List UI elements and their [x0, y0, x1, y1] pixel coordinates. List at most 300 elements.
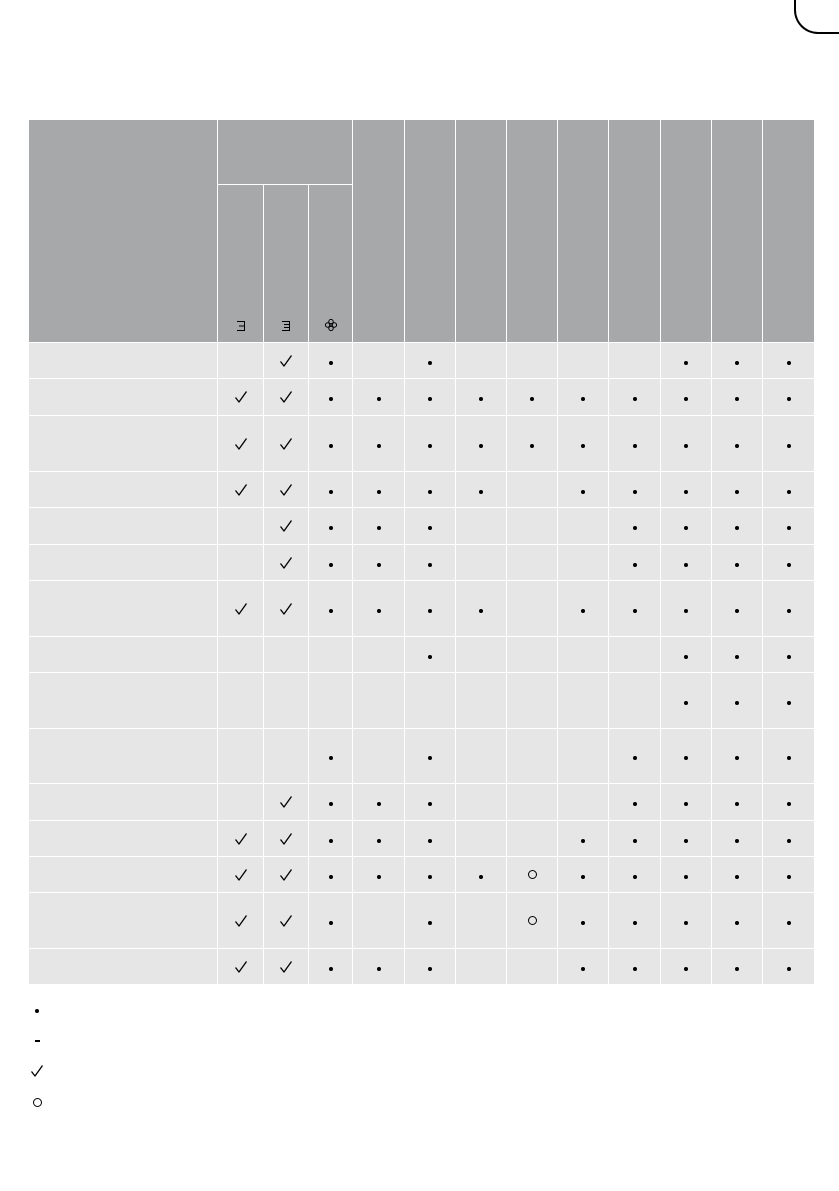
row-label-cell — [29, 729, 218, 784]
dot-mark — [329, 361, 333, 365]
list-mark-icon — [218, 317, 263, 336]
table-cell — [218, 343, 264, 379]
check-icon — [218, 483, 263, 497]
dot-mark — [684, 701, 688, 705]
table-cell — [661, 472, 712, 508]
dash-mark — [35, 1040, 40, 1042]
dot-mark — [530, 397, 534, 401]
table-cell — [661, 893, 712, 949]
dot-mark — [633, 563, 637, 567]
dot-mark — [684, 361, 688, 365]
dot-mark — [428, 839, 432, 843]
table-cell — [661, 729, 712, 784]
dot-mark — [787, 967, 791, 971]
dot-mark — [735, 802, 739, 806]
dot-mark — [633, 839, 637, 843]
check-icon — [218, 960, 263, 974]
table-cell — [309, 416, 353, 472]
table-cell — [456, 472, 507, 508]
dot-mark — [35, 1009, 39, 1013]
table-cell — [405, 472, 456, 508]
table-cell — [507, 673, 558, 729]
table-cell — [763, 729, 815, 784]
table-cell — [507, 416, 558, 472]
dot-mark — [479, 444, 483, 448]
table-cell — [763, 821, 815, 857]
dot-mark — [735, 563, 739, 567]
dot-mark — [581, 967, 585, 971]
dot-mark — [787, 921, 791, 925]
table-row — [29, 784, 815, 821]
dot-mark — [329, 490, 333, 494]
dot-mark — [633, 756, 637, 760]
row-label-cell — [29, 857, 218, 893]
check-icon — [264, 602, 308, 616]
dot-mark — [329, 967, 333, 971]
table-cell — [661, 343, 712, 379]
row-label-cell — [29, 343, 218, 379]
dot-mark — [377, 444, 381, 448]
table-cell — [456, 379, 507, 416]
dot-mark — [633, 802, 637, 806]
circle-mark — [33, 1098, 42, 1107]
dot-mark — [329, 563, 333, 567]
dot-mark — [329, 875, 333, 879]
table-cell — [264, 893, 309, 949]
table-cell — [353, 472, 405, 508]
check-icon — [264, 556, 308, 570]
table-cell — [405, 729, 456, 784]
dot-mark — [787, 609, 791, 613]
dot-mark — [735, 921, 739, 925]
dot-mark — [428, 563, 432, 567]
table-cell — [507, 637, 558, 673]
dot-mark — [377, 839, 381, 843]
table-cell — [507, 949, 558, 985]
dot-mark — [735, 361, 739, 365]
table-cell — [405, 343, 456, 379]
dot-mark — [479, 397, 483, 401]
table-cell — [218, 472, 264, 508]
header-label-column — [29, 120, 218, 343]
dot-mark — [633, 875, 637, 879]
legend-item — [30, 1004, 52, 1018]
table-cell — [218, 673, 264, 729]
dot-mark — [684, 967, 688, 971]
table-cell — [353, 581, 405, 637]
row-label-cell — [29, 949, 218, 985]
dot-mark — [684, 756, 688, 760]
table-cell — [264, 949, 309, 985]
table-cell — [507, 581, 558, 637]
dot-mark — [428, 802, 432, 806]
table-cell — [353, 949, 405, 985]
table-cell — [218, 857, 264, 893]
table-cell — [558, 343, 609, 379]
dot-mark — [329, 609, 333, 613]
table-cell — [456, 545, 507, 581]
check-icon — [264, 832, 308, 846]
dot-mark — [787, 875, 791, 879]
table-cell — [264, 545, 309, 581]
table-cell — [507, 508, 558, 545]
table-cell — [218, 416, 264, 472]
table-cell — [309, 637, 353, 673]
table-cell — [405, 673, 456, 729]
table-cell — [456, 893, 507, 949]
table-cell — [456, 857, 507, 893]
dot-mark — [479, 609, 483, 613]
dot-mark — [428, 967, 432, 971]
table-cell — [558, 472, 609, 508]
dot-mark — [633, 526, 637, 530]
check-icon — [264, 354, 308, 368]
list-mark-icon — [264, 317, 308, 336]
table-cell — [661, 379, 712, 416]
table-cell — [218, 821, 264, 857]
table-cell — [264, 472, 309, 508]
table-cell — [456, 416, 507, 472]
table-row — [29, 893, 815, 949]
header-column-cell — [405, 120, 456, 343]
table-cell — [712, 343, 763, 379]
table-cell — [609, 673, 661, 729]
table-cell — [456, 949, 507, 985]
row-label-cell — [29, 379, 218, 416]
table-cell — [456, 673, 507, 729]
table-cell — [712, 581, 763, 637]
dot-mark — [377, 967, 381, 971]
dot-mark — [684, 875, 688, 879]
table-row — [29, 416, 815, 472]
dot-mark — [787, 490, 791, 494]
table-row — [29, 508, 815, 545]
table-cell — [609, 581, 661, 637]
dot-mark — [329, 756, 333, 760]
table-cell — [353, 784, 405, 821]
table-cell — [405, 416, 456, 472]
table-row — [29, 472, 815, 508]
check-icon — [30, 1064, 44, 1078]
table-cell — [507, 821, 558, 857]
table-cell — [218, 508, 264, 545]
table-cell — [558, 416, 609, 472]
table-cell — [661, 857, 712, 893]
header-column-cell — [558, 120, 609, 343]
table-cell — [661, 821, 712, 857]
table-cell — [507, 472, 558, 508]
table-cell — [763, 857, 815, 893]
table-cell — [218, 379, 264, 416]
dot-mark — [684, 655, 688, 659]
table-cell — [264, 821, 309, 857]
table-cell — [309, 821, 353, 857]
circle-mark — [528, 870, 537, 879]
dot-mark — [787, 444, 791, 448]
table-cell — [456, 821, 507, 857]
dot-mark — [735, 609, 739, 613]
table-cell — [264, 379, 309, 416]
dot-mark — [633, 444, 637, 448]
dot-mark — [633, 397, 637, 401]
table-cell — [763, 949, 815, 985]
table-cell — [353, 821, 405, 857]
header-column-cell — [456, 120, 507, 343]
function-matrix-table — [28, 119, 815, 985]
dot-mark — [684, 444, 688, 448]
table-cell — [763, 508, 815, 545]
table-cell — [353, 343, 405, 379]
table-cell — [353, 893, 405, 949]
legend-item — [30, 1095, 52, 1109]
table-cell — [661, 673, 712, 729]
table-row — [29, 729, 815, 784]
table-cell — [405, 545, 456, 581]
dot-mark — [428, 361, 432, 365]
dot-mark — [428, 609, 432, 613]
table-cell — [609, 637, 661, 673]
dot-mark — [787, 526, 791, 530]
check-icon — [264, 960, 308, 974]
table-cell — [609, 729, 661, 784]
table-cell — [558, 379, 609, 416]
table-cell — [405, 637, 456, 673]
dot-mark — [428, 921, 432, 925]
dot-mark — [735, 444, 739, 448]
legend-item — [30, 1034, 52, 1048]
header-column-cell — [353, 120, 405, 343]
table-cell — [712, 784, 763, 821]
legend-symbol — [30, 1009, 44, 1013]
table-row — [29, 343, 815, 379]
table-cell — [405, 581, 456, 637]
table-cell — [405, 821, 456, 857]
table-cell — [507, 545, 558, 581]
table-cell — [763, 637, 815, 673]
dot-mark — [684, 490, 688, 494]
header-subcell — [264, 185, 309, 343]
check-icon — [218, 602, 263, 616]
dot-mark — [377, 397, 381, 401]
table-cell — [763, 673, 815, 729]
header-subcell — [218, 185, 264, 343]
header-column-cell — [661, 120, 712, 343]
table-cell — [558, 508, 609, 545]
table-cell — [558, 893, 609, 949]
table-cell — [456, 637, 507, 673]
dot-mark — [329, 526, 333, 530]
check-icon — [264, 914, 308, 928]
table-row — [29, 673, 815, 729]
dot-mark — [329, 444, 333, 448]
dot-mark — [428, 526, 432, 530]
table-cell — [218, 893, 264, 949]
table-cell — [353, 673, 405, 729]
table-cell — [507, 379, 558, 416]
table-cell — [309, 581, 353, 637]
table-cell — [456, 784, 507, 821]
dot-mark — [329, 921, 333, 925]
table-cell — [609, 857, 661, 893]
dot-mark — [633, 609, 637, 613]
table-cell — [609, 379, 661, 416]
row-label-cell — [29, 581, 218, 637]
table-cell — [353, 508, 405, 545]
table-cell — [309, 729, 353, 784]
table-cell — [712, 857, 763, 893]
table-cell — [712, 949, 763, 985]
table-cell — [558, 821, 609, 857]
dot-mark — [581, 609, 585, 613]
dot-mark — [787, 397, 791, 401]
table-row — [29, 379, 815, 416]
dot-mark — [479, 875, 483, 879]
table-cell — [712, 545, 763, 581]
table-cell — [661, 508, 712, 545]
table-cell — [712, 472, 763, 508]
table-cell — [309, 949, 353, 985]
table-row — [29, 637, 815, 673]
dot-mark — [735, 967, 739, 971]
table-cell — [609, 784, 661, 821]
legend-symbol — [30, 1040, 44, 1042]
table-cell — [558, 949, 609, 985]
dot-mark — [684, 839, 688, 843]
row-label-cell — [29, 508, 218, 545]
row-label-cell — [29, 416, 218, 472]
table-cell — [558, 545, 609, 581]
table-cell — [712, 508, 763, 545]
table-cell — [661, 416, 712, 472]
row-label-cell — [29, 673, 218, 729]
row-label-cell — [29, 784, 218, 821]
row-label-cell — [29, 472, 218, 508]
header-column-cell — [763, 120, 815, 343]
row-label-cell — [29, 637, 218, 673]
table-cell — [264, 637, 309, 673]
table-cell — [712, 821, 763, 857]
table-cell — [712, 673, 763, 729]
table-cell — [763, 893, 815, 949]
table-row — [29, 581, 815, 637]
dot-mark — [633, 490, 637, 494]
header-column-cell — [712, 120, 763, 343]
table-cell — [264, 857, 309, 893]
check-icon — [264, 390, 308, 404]
dot-mark — [329, 397, 333, 401]
table-cell — [218, 581, 264, 637]
table-cell — [353, 416, 405, 472]
dot-mark — [377, 875, 381, 879]
table-row — [29, 857, 815, 893]
check-icon — [218, 914, 263, 928]
table-cell — [661, 784, 712, 821]
dot-mark — [684, 802, 688, 806]
check-icon — [218, 390, 263, 404]
dot-mark — [428, 397, 432, 401]
table-cell — [264, 508, 309, 545]
legend-item — [30, 1064, 52, 1078]
table-cell — [712, 729, 763, 784]
table-cell — [264, 416, 309, 472]
row-label-cell — [29, 893, 218, 949]
table-cell — [507, 729, 558, 784]
header-column-cell — [609, 120, 661, 343]
header-column-cell — [507, 120, 558, 343]
table-cell — [264, 343, 309, 379]
table-cell — [712, 416, 763, 472]
table-cell — [264, 784, 309, 821]
dot-mark — [735, 701, 739, 705]
table-cell — [264, 673, 309, 729]
table-cell — [309, 857, 353, 893]
table-cell — [661, 545, 712, 581]
dot-mark — [787, 756, 791, 760]
table-cell — [405, 949, 456, 985]
table-cell — [405, 857, 456, 893]
check-icon — [264, 483, 308, 497]
dot-mark — [787, 839, 791, 843]
dot-mark — [787, 701, 791, 705]
dot-mark — [633, 921, 637, 925]
dot-mark — [787, 802, 791, 806]
table-cell — [609, 893, 661, 949]
check-icon — [218, 832, 263, 846]
header-group-cell — [218, 120, 353, 185]
table-cell — [218, 949, 264, 985]
table-row — [29, 821, 815, 857]
page-corner-tab — [794, 0, 839, 34]
table-cell — [309, 545, 353, 581]
table-cell — [558, 729, 609, 784]
table-cell — [309, 508, 353, 545]
header-row-top — [29, 120, 815, 185]
dot-mark — [377, 609, 381, 613]
table-cell — [405, 508, 456, 545]
dot-mark — [581, 490, 585, 494]
table-cell — [456, 508, 507, 545]
table-cell — [309, 472, 353, 508]
dot-mark — [377, 526, 381, 530]
table-cell — [264, 581, 309, 637]
table-cell — [763, 343, 815, 379]
dot-mark — [479, 490, 483, 494]
table-cell — [763, 784, 815, 821]
table-cell — [558, 637, 609, 673]
table-cell — [609, 545, 661, 581]
dot-mark — [581, 397, 585, 401]
table-cell — [309, 379, 353, 416]
check-icon — [264, 868, 308, 882]
dot-mark — [581, 839, 585, 843]
table-cell — [609, 949, 661, 985]
dot-mark — [787, 563, 791, 567]
table-cell — [661, 637, 712, 673]
snowflake-icon — [309, 317, 352, 336]
table-cell — [405, 893, 456, 949]
table-cell — [309, 673, 353, 729]
table-cell — [405, 379, 456, 416]
dot-mark — [735, 397, 739, 401]
table-cell — [763, 379, 815, 416]
table-cell — [353, 545, 405, 581]
row-label-cell — [29, 821, 218, 857]
table-cell — [405, 784, 456, 821]
legend-symbol — [30, 1098, 44, 1107]
dot-mark — [735, 526, 739, 530]
dot-mark — [377, 490, 381, 494]
circle-mark — [528, 916, 537, 925]
